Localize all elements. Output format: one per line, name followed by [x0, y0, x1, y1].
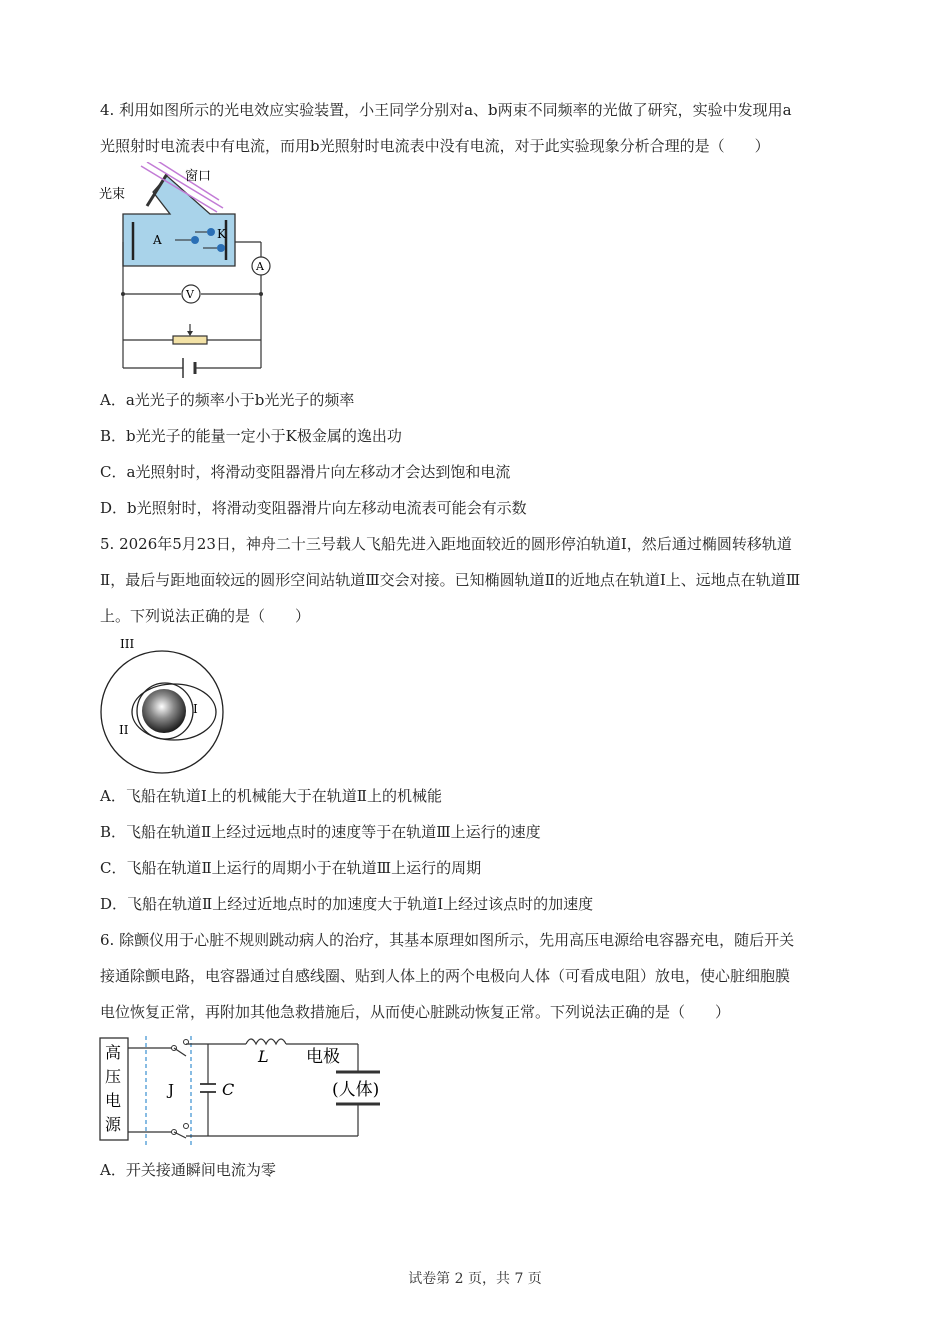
anode-label: A [153, 233, 162, 247]
body-label: (人体) [332, 1080, 380, 1100]
voltmeter-label: V [186, 288, 194, 301]
q5-stem-line2: Ⅱ，最后与距地面较远的圆形空间站轨道Ⅲ交会对接。已知椭圆轨道Ⅱ的近地点在轨道Ⅰ上、远地点在轨道Ⅲ [100, 571, 801, 589]
ammeter-label: A [256, 260, 264, 273]
q5-option-a: A．飞船在轨道Ⅰ上的机械能大于在轨道Ⅱ上的机械能 [100, 787, 442, 805]
q4-stem-line2: 光照射时电流表中有电流，而用b光照射时电流表中没有电流，对于此实验现象分析合理的是（ ） [100, 137, 770, 155]
photoelectric-circuit-figure [95, 162, 285, 382]
capacitor-label: C [222, 1080, 235, 1099]
q5-stem-line1: 5. 2026年5月23日，神舟二十三号载人飞船先进入距地面较近的圆形停泊轨道Ⅰ，然后通过椭圆转移轨道 [100, 535, 792, 553]
q5-option-c: C．飞船在轨道Ⅱ上运行的周期小于在轨道Ⅲ上运行的周期 [100, 859, 482, 877]
q5-option-d: D．飞船在轨道Ⅱ上经过近地点时的加速度大于轨道Ⅰ上经过该点时的加速度 [100, 895, 594, 913]
orbit-ii-label: II [119, 723, 129, 737]
q4-option-c: C．a光照射时，将滑动变阻器滑片向左移动才会达到饱和电流 [100, 463, 511, 481]
q4-option-a: A．a光光子的频率小于b光光子的频率 [100, 391, 355, 409]
window-label: 窗口 [185, 169, 212, 184]
source-char-2: 压 [105, 1067, 122, 1086]
q6-stem-line2: 接通除颤电路，电容器通过自感线圈、贴到人体上的两个电极向人体（可看成电阻）放电，使心脏细胞膜 [100, 967, 791, 985]
q6-stem-line3: 电位恢复正常，再附加其他急救措施后，从而使心脏跳动恢复正常。下列说法正确的是（ ） [100, 1003, 731, 1021]
q6-stem-line1: 6. 除颤仪用于心脏不规则跳动病人的治疗，其基本原理如图所示，先用高压电源给电容器充电，随后开关 [100, 931, 795, 949]
source-char-3: 电 [105, 1091, 122, 1110]
q6-option-a: A．开关接通瞬间电流为零 [100, 1161, 276, 1179]
orbit-iii-label: III [120, 637, 135, 651]
orbit-figure [94, 634, 234, 774]
source-char-1: 高 [105, 1043, 122, 1062]
electrode-label: 电极 [306, 1047, 340, 1067]
cathode-label: K [217, 227, 226, 241]
q5-stem-line3: 上。下列说法正确的是（ ） [100, 607, 311, 625]
q4-option-b: B．b光光子的能量一定小于K极金属的逸出功 [100, 427, 402, 445]
q4-option-d: D．b光照射时，将滑动变阻器滑片向左移动电流表可能会有示数 [100, 499, 527, 517]
orbit-i-label: I [193, 702, 198, 716]
page-footer: 试卷第 2 页，共 7 页 [408, 1271, 542, 1287]
inductor-label: L [258, 1047, 269, 1066]
source-char-4: 源 [105, 1115, 122, 1134]
q5-option-b: B．飞船在轨道Ⅱ上经过远地点时的速度等于在轨道Ⅲ上运行的速度 [100, 823, 541, 841]
defibrillator-circuit-figure [96, 1032, 396, 1150]
beam-label: 光束 [99, 187, 126, 202]
switch-label: J [168, 1081, 175, 1099]
q4-stem-line1: 4. 利用如图所示的光电效应实验装置，小王同学分别对a、b两束不同频率的光做了研究，实验中发现用a [100, 101, 792, 119]
